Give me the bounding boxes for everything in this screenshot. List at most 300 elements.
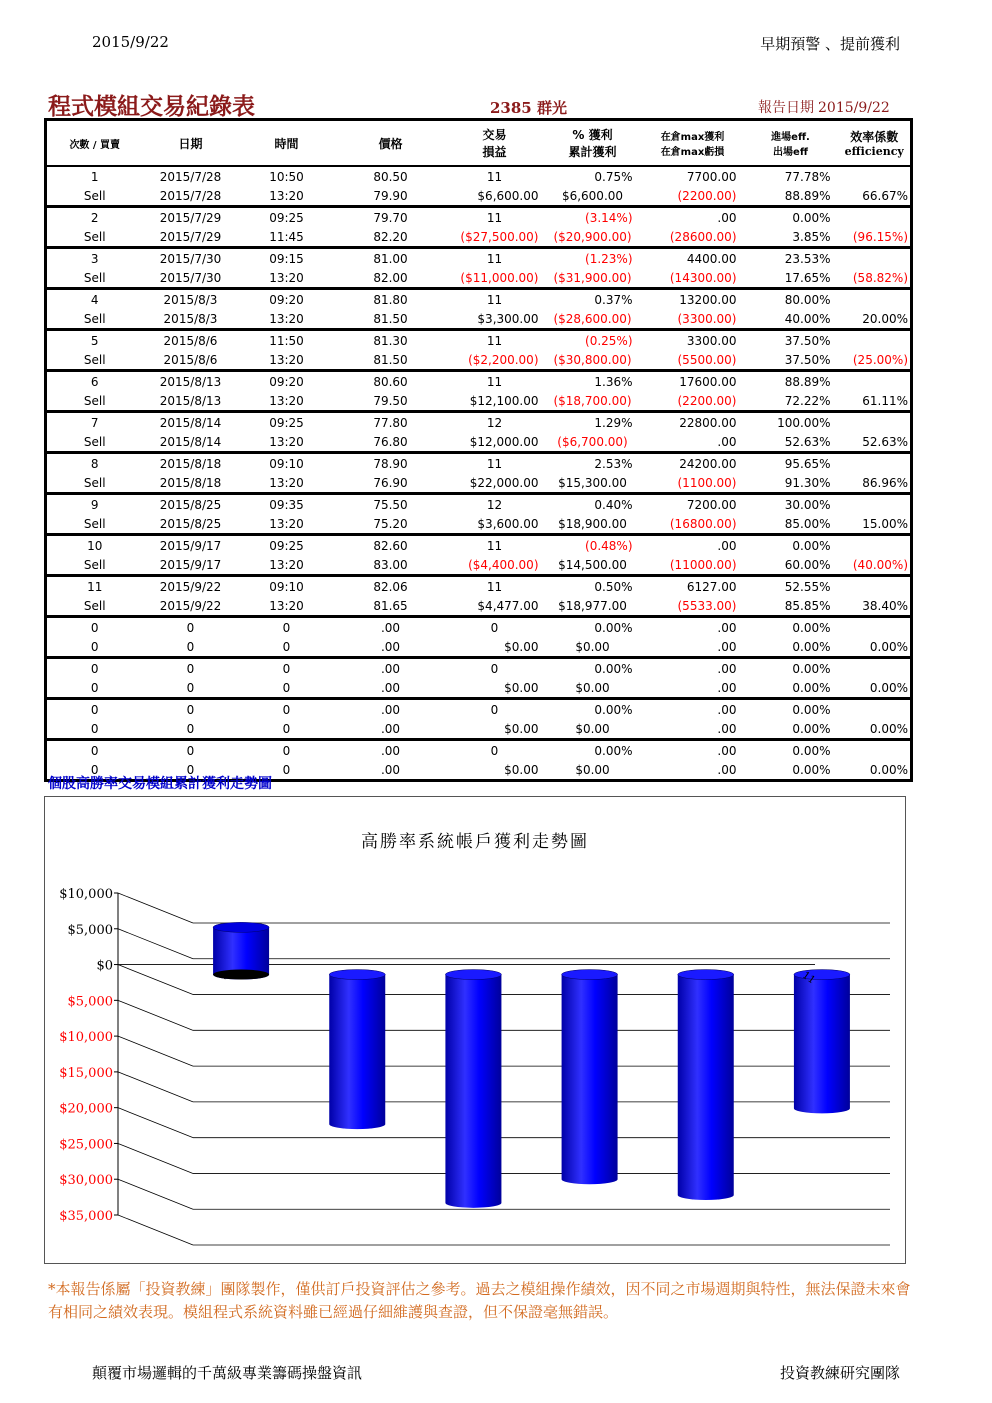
- table-row: [46, 166, 912, 186]
- cell-d2: 2015/7/30: [143, 268, 239, 289]
- cell-eff: 66.67%: [839, 186, 912, 207]
- cell-eff: 20.00%: [839, 309, 912, 330]
- y-tick-label: $0: [96, 958, 113, 974]
- cell-pl: ($4,400.00): [447, 555, 543, 576]
- table-header: [46, 120, 912, 167]
- header-slogan: 早期預警 、提前獲利: [760, 35, 900, 53]
- cell-d2: 0: [143, 678, 239, 699]
- cell-p2: 75.20: [335, 514, 447, 535]
- table-row: [46, 432, 912, 453]
- cell-side: Sell: [46, 391, 143, 412]
- cell-p1: .00: [380, 661, 401, 676]
- cell-maxp: 17600.00: [679, 374, 737, 389]
- cell-cum: $0.00: [543, 719, 643, 740]
- col-efficiency-line2: efficiency: [844, 145, 904, 158]
- cell-pct: 0.00%: [594, 661, 633, 676]
- cell-pct: (0.48%): [585, 538, 633, 553]
- gridline-diagonal: [118, 1179, 193, 1209]
- cell-p1: 79.70: [373, 210, 408, 225]
- cell-p2: 81.50: [335, 350, 447, 371]
- cell-cum: $6,600.00: [543, 186, 643, 207]
- cell-maxl: .00: [643, 637, 743, 658]
- cell-side: Sell: [46, 186, 143, 207]
- cell-cum: ($28,600.00): [543, 309, 643, 330]
- cell-maxl: (16800.00): [643, 514, 743, 535]
- cell-maxl: (5533.00): [643, 596, 743, 617]
- cell-effin: 0.00%: [792, 620, 831, 635]
- cell-pl: ($2,200.00): [447, 350, 543, 371]
- cell-maxl: .00: [643, 432, 743, 453]
- cell-no: 6: [46, 371, 143, 392]
- col-max-line2: 在倉max虧損: [660, 147, 725, 158]
- cell-effout: 85.00%: [743, 514, 839, 535]
- cell-effin: 0.00%: [792, 743, 831, 758]
- gridline-diagonal: [118, 1036, 193, 1066]
- cell-cum: $18,977.00: [543, 596, 643, 617]
- cell-effin: 0.00%: [792, 210, 831, 225]
- bar-body: [794, 975, 850, 1114]
- cell-maxl: .00: [643, 719, 743, 740]
- cell-empty: [839, 166, 912, 186]
- cell-p1: 77.80: [373, 415, 408, 430]
- cell-p1: .00: [380, 620, 401, 635]
- cell-t1: 09:25: [269, 538, 304, 553]
- cell-t1: 0: [282, 702, 291, 717]
- cell-pl: ($11,000.00): [447, 268, 543, 289]
- table-row: [46, 371, 912, 392]
- y-tick-label: $5,000: [67, 994, 113, 1010]
- table-row: [46, 514, 912, 535]
- cell-effout: 37.50%: [743, 350, 839, 371]
- table-row: [46, 268, 912, 289]
- cell-maxl: (3300.00): [643, 309, 743, 330]
- cell-effin: 88.89%: [784, 374, 831, 389]
- cell-empty: [839, 535, 912, 556]
- cell-empty: [839, 207, 912, 228]
- cell-no: 0: [46, 699, 143, 720]
- cell-qty: 11: [486, 251, 503, 266]
- cell-effout: 52.63%: [743, 432, 839, 453]
- col-eff-line1: 進場eff.: [771, 132, 810, 143]
- cell-side: 0: [46, 760, 143, 781]
- chart-frame: [44, 796, 906, 1264]
- cell-pct: 0.50%: [594, 579, 633, 594]
- table-row: [46, 617, 912, 638]
- gridline-diagonal: [118, 1000, 193, 1030]
- cell-p2: 83.00: [335, 555, 447, 576]
- cell-pl: $3,600.00: [447, 514, 543, 535]
- cell-pl: $12,100.00: [447, 391, 543, 412]
- cell-qty: 11: [486, 292, 503, 307]
- cell-side: Sell: [46, 350, 143, 371]
- cell-maxl: (14300.00): [643, 268, 743, 289]
- cell-d1: 0: [186, 661, 195, 676]
- cell-p1: 80.60: [373, 374, 408, 389]
- cell-pct: (0.25%): [585, 333, 633, 348]
- cell-d2: 2015/8/6: [143, 350, 239, 371]
- cell-t2: 13:20: [239, 432, 335, 453]
- table-row: [46, 248, 912, 269]
- cell-pct: 1.36%: [594, 374, 633, 389]
- cell-t2: 13:20: [239, 309, 335, 330]
- cell-effout: 72.22%: [743, 391, 839, 412]
- cell-d2: 2015/7/28: [143, 186, 239, 207]
- cell-t2: 13:20: [239, 350, 335, 371]
- cell-empty: [839, 576, 912, 597]
- cell-qty: 11: [486, 579, 503, 594]
- cell-effout: 91.30%: [743, 473, 839, 494]
- footer-left: 顛覆市場邏輯的千萬級專業籌碼操盤資訊: [92, 1364, 363, 1382]
- y-tick-label: $35,000: [59, 1209, 113, 1224]
- cell-effout: 0.00%: [743, 760, 839, 781]
- col-pct-line2: 累計獲利: [568, 145, 617, 159]
- cell-eff: 61.11%: [839, 391, 912, 412]
- cell-cum: ($20,900.00): [543, 227, 643, 248]
- table-row: [46, 186, 912, 207]
- cell-no: 4: [46, 289, 143, 310]
- bar-body: [445, 975, 501, 1208]
- cell-t2: 11:45: [239, 227, 335, 248]
- col-time: 時間: [239, 120, 335, 167]
- cell-d1: 2015/8/6: [163, 333, 218, 348]
- col-pl-line2: 損益: [482, 145, 507, 159]
- cell-maxp: .00: [717, 702, 737, 717]
- bar-body: [329, 975, 385, 1130]
- table-row: [46, 473, 912, 494]
- cell-p2: .00: [335, 637, 447, 658]
- col-count-side: 次數 / 買賣: [46, 120, 143, 167]
- cell-d1: 2015/8/14: [159, 415, 222, 430]
- cell-t1: 0: [282, 661, 291, 676]
- cell-p2: 81.65: [335, 596, 447, 617]
- cell-effout: 0.00%: [743, 678, 839, 699]
- cell-effin: 30.00%: [784, 497, 831, 512]
- col-pct: [543, 120, 643, 167]
- cell-pl: $22,000.00: [447, 473, 543, 494]
- cell-no: 0: [46, 617, 143, 638]
- table-row: [46, 678, 912, 699]
- cell-p2: 79.90: [335, 186, 447, 207]
- cell-qty: 0: [490, 743, 499, 758]
- chart-title: 高勝率系統帳戶獲利走勢圖: [361, 832, 589, 852]
- cell-no: 11: [46, 576, 143, 597]
- cell-t2: 13:20: [239, 473, 335, 494]
- cell-pct: (3.14%): [585, 210, 633, 225]
- cell-p2: 82.20: [335, 227, 447, 248]
- cell-t2: 13:20: [239, 391, 335, 412]
- cell-empty: [839, 371, 912, 392]
- cell-qty: 11: [486, 538, 503, 553]
- profit-chart: [45, 797, 905, 1263]
- cell-effout: 85.85%: [743, 596, 839, 617]
- y-tick-label: $30,000: [59, 1173, 113, 1189]
- header-date: 2015/9/22: [92, 33, 169, 51]
- cell-maxp: .00: [717, 210, 737, 225]
- table-row: [46, 289, 912, 310]
- table-row: [46, 535, 912, 556]
- cell-d2: 2015/8/25: [143, 514, 239, 535]
- table-row: [46, 330, 912, 351]
- disclaimer-note: *本報告係屬「投資教練」團隊製作，僅供訂戶投資評估之參考。過去之模組操作績效，因不同之市場週期與特性，無法保證未來會有相同之績效表現。模組程式系統資料雖已經過仔細維護與查證，但不保證毫無錯誤。: [48, 1280, 911, 1321]
- cell-eff: 15.00%: [839, 514, 912, 535]
- cell-effin: 23.53%: [784, 251, 831, 266]
- table-row: [46, 391, 912, 412]
- y-tick-label: $15,000: [59, 1065, 113, 1081]
- col-max: [643, 120, 743, 167]
- table-row: [46, 412, 912, 433]
- bar-cap: [329, 970, 385, 980]
- cell-qty: 12: [486, 415, 503, 430]
- y-tick-label: $20,000: [59, 1101, 113, 1117]
- cell-cum: $0.00: [543, 760, 643, 781]
- cell-cum: $0.00: [543, 678, 643, 699]
- cell-t2: 0: [239, 637, 335, 658]
- cell-d2: 2015/8/13: [143, 391, 239, 412]
- cell-effout: 88.89%: [743, 186, 839, 207]
- cell-effin: 100.00%: [777, 415, 831, 430]
- trade-table: [44, 118, 913, 782]
- cell-p1: 81.30: [373, 333, 408, 348]
- cell-t2: 13:20: [239, 514, 335, 535]
- cell-no: 3: [46, 248, 143, 269]
- bar-cap: [213, 922, 269, 932]
- cell-empty: [839, 658, 912, 679]
- cell-pl: $0.00: [447, 637, 543, 658]
- cell-maxp: 3300.00: [686, 333, 737, 348]
- cell-d1: 2015/8/13: [159, 374, 222, 389]
- y-tick-label: $5,000: [67, 922, 113, 938]
- cell-eff: 0.00%: [839, 719, 912, 740]
- cell-cum: ($6,700.00): [543, 432, 643, 453]
- col-efficiency: [839, 120, 912, 167]
- cell-p2: 76.90: [335, 473, 447, 494]
- cell-cum: ($18,700.00): [543, 391, 643, 412]
- cell-d1: 0: [186, 620, 195, 635]
- cell-d2: 2015/8/3: [143, 309, 239, 330]
- cell-cum: $15,300.00: [543, 473, 643, 494]
- cell-qty: 12: [486, 497, 503, 512]
- y-tick-label: $25,000: [59, 1137, 113, 1153]
- table-row: [46, 740, 912, 761]
- table-row: [46, 596, 912, 617]
- gridline-diagonal: [118, 1143, 193, 1173]
- cell-d2: 2015/8/14: [143, 432, 239, 453]
- bar-cap: [678, 970, 734, 980]
- stock-name: 2385 群光: [490, 99, 567, 117]
- cell-effin: 0.00%: [792, 702, 831, 717]
- cell-pct: 0.40%: [594, 497, 633, 512]
- cell-qty: 11: [486, 169, 503, 184]
- cell-empty: [839, 248, 912, 269]
- table-row: [46, 576, 912, 597]
- cell-t1: 10:50: [269, 169, 304, 184]
- bar: [678, 970, 734, 1200]
- y-tick-label: $10,000: [59, 887, 113, 902]
- cell-effin: 80.00%: [784, 292, 831, 307]
- bar-cap: [562, 970, 618, 980]
- cell-effout: 60.00%: [743, 555, 839, 576]
- cell-d2: 0: [143, 719, 239, 740]
- table-row: [46, 555, 912, 576]
- report-date-value: 2015/9/22: [818, 100, 890, 116]
- col-pl: [447, 120, 543, 167]
- gridline-diagonal: [118, 1215, 193, 1245]
- cell-p2: 76.80: [335, 432, 447, 453]
- cell-t1: 09:15: [269, 251, 304, 266]
- cell-t2: 13:20: [239, 186, 335, 207]
- cell-p1: 81.80: [373, 292, 408, 307]
- cell-t2: 13:20: [239, 268, 335, 289]
- cell-d1: 2015/9/17: [159, 538, 222, 553]
- cell-p2: .00: [335, 678, 447, 699]
- cell-pct: 0.00%: [594, 743, 633, 758]
- chart-subtitle: 個股高勝率交易模組累計獲利走勢圖: [48, 776, 272, 792]
- cell-d2: 2015/7/29: [143, 227, 239, 248]
- bar: [562, 970, 618, 1185]
- cell-t2: 0: [239, 760, 335, 781]
- cell-pl: $6,600.00: [447, 186, 543, 207]
- cell-t1: 0: [282, 620, 291, 635]
- cell-eff: 38.40%: [839, 596, 912, 617]
- cell-t1: 09:20: [269, 292, 304, 307]
- cell-d2: 2015/9/17: [143, 555, 239, 576]
- cell-maxl: (11000.00): [643, 555, 743, 576]
- cell-effin: 37.50%: [784, 333, 831, 348]
- cell-pl: $3,300.00: [447, 309, 543, 330]
- cell-d1: 2015/7/30: [159, 251, 222, 266]
- cell-qty: 11: [486, 374, 503, 389]
- cell-pct: 2.53%: [594, 456, 633, 471]
- cell-no: 10: [46, 535, 143, 556]
- cell-no: 5: [46, 330, 143, 351]
- cell-maxp: 22800.00: [679, 415, 737, 430]
- cell-cum: $14,500.00: [543, 555, 643, 576]
- cell-p1: .00: [380, 702, 401, 717]
- cell-p1: .00: [380, 743, 401, 758]
- table-row: [46, 699, 912, 720]
- report-date: [754, 97, 890, 117]
- cell-maxl: (1100.00): [643, 473, 743, 494]
- cell-no: 2: [46, 207, 143, 228]
- cell-d1: 2015/8/18: [159, 456, 222, 471]
- cell-pct: (1.23%): [585, 251, 633, 266]
- cell-empty: [839, 740, 912, 761]
- col-efficiency-line1: 效率係數: [850, 130, 899, 144]
- col-price: 價格: [335, 120, 447, 167]
- gridline-diagonal: [118, 929, 193, 959]
- cell-eff: (40.00%): [839, 555, 912, 576]
- table-row: [46, 309, 912, 330]
- cell-pl: $12,000.00: [447, 432, 543, 453]
- cell-qty: 0: [490, 661, 499, 676]
- cell-pl: $0.00: [447, 678, 543, 699]
- cell-maxl: (28600.00): [643, 227, 743, 248]
- footer-right: 投資教練研究團隊: [779, 1364, 900, 1382]
- cell-effin: 95.65%: [784, 456, 831, 471]
- cell-side: Sell: [46, 473, 143, 494]
- cell-eff: (96.15%): [839, 227, 912, 248]
- cell-side: Sell: [46, 514, 143, 535]
- table-row: [46, 207, 912, 228]
- cell-t2: 0: [239, 719, 335, 740]
- cell-eff: 86.96%: [839, 473, 912, 494]
- bar: [445, 970, 501, 1208]
- cell-maxp: 4400.00: [686, 251, 737, 266]
- cell-maxl: .00: [643, 760, 743, 781]
- cell-d2: 0: [143, 760, 239, 781]
- cell-empty: [839, 289, 912, 310]
- cell-pct: 1.29%: [594, 415, 633, 430]
- cell-qty: 0: [490, 702, 499, 717]
- cell-effin: 0.00%: [792, 661, 831, 676]
- table-row: [46, 494, 912, 515]
- cell-empty: [839, 453, 912, 474]
- cell-eff: (58.82%): [839, 268, 912, 289]
- cell-no: 1: [46, 166, 143, 186]
- col-pl-line1: 交易: [482, 128, 507, 142]
- cell-p2: 79.50: [335, 391, 447, 412]
- bar: [213, 922, 269, 979]
- cell-d1: 0: [186, 702, 195, 717]
- cell-effout: 17.65%: [743, 268, 839, 289]
- cell-maxl: (2200.00): [643, 391, 743, 412]
- bar-cap: [445, 970, 501, 980]
- cell-side: Sell: [46, 596, 143, 617]
- cell-side: 0: [46, 637, 143, 658]
- col-eff-inout: [743, 120, 839, 167]
- x-tick-label: 1: [219, 970, 231, 983]
- cell-maxl: (2200.00): [643, 186, 743, 207]
- gridline-diagonal: [118, 893, 193, 923]
- cell-p2: 81.50: [335, 309, 447, 330]
- cell-side: Sell: [46, 227, 143, 248]
- x-tick-label: 11: [800, 970, 817, 987]
- cell-effout: 40.00%: [743, 309, 839, 330]
- table-row: [46, 658, 912, 679]
- cell-qty: 0: [490, 620, 499, 635]
- cell-pl: $0.00: [447, 719, 543, 740]
- cell-side: Sell: [46, 432, 143, 453]
- cell-empty: [839, 617, 912, 638]
- cell-p1: 78.90: [373, 456, 408, 471]
- table-row: [46, 227, 912, 248]
- cell-p1: 75.50: [373, 497, 408, 512]
- bar-body: [678, 975, 734, 1200]
- cell-p1: 82.06: [373, 579, 408, 594]
- table-row: [46, 350, 912, 371]
- report-date-label: 報告日期: [758, 100, 814, 116]
- cell-effin: 0.00%: [792, 538, 831, 553]
- table-row: [46, 453, 912, 474]
- cell-pct: 0.75%: [594, 169, 633, 184]
- cell-t1: 09:20: [269, 374, 304, 389]
- chart-bars: [213, 922, 850, 1207]
- gridline-diagonal: [118, 965, 193, 995]
- cell-maxp: 13200.00: [679, 292, 737, 307]
- cell-t2: 13:20: [239, 596, 335, 617]
- cell-effin: 77.78%: [784, 169, 831, 184]
- gridline-diagonal: [118, 1108, 193, 1138]
- cell-pl: ($27,500.00): [447, 227, 543, 248]
- cell-effout: 0.00%: [743, 719, 839, 740]
- col-date: 日期: [143, 120, 239, 167]
- cell-p2: .00: [335, 719, 447, 740]
- bar-body: [562, 975, 618, 1185]
- cell-d1: 2015/8/25: [159, 497, 222, 512]
- cell-d1: 2015/7/29: [159, 210, 222, 225]
- cell-p1: 80.50: [373, 169, 408, 184]
- page-title: 程式模組交易紀錄表: [48, 93, 255, 120]
